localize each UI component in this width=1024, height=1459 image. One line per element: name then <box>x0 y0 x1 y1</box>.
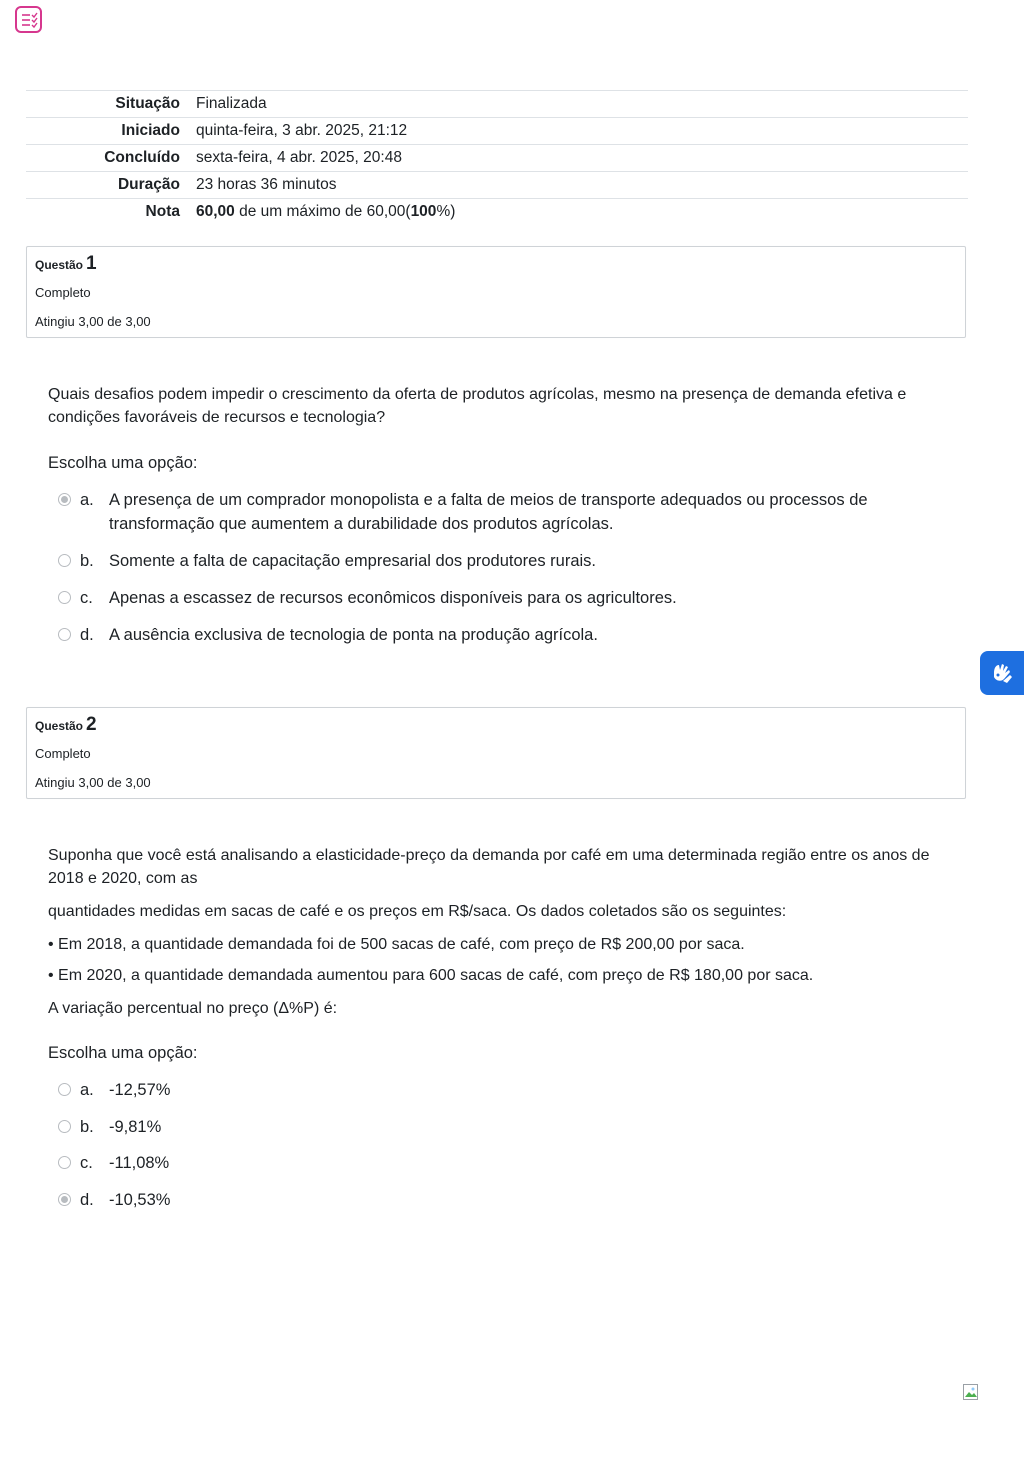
answer-text: -12,57% <box>109 1081 171 1099</box>
question-label: Questão <box>35 719 84 733</box>
question-1-text <box>48 383 953 429</box>
summary-row-started <box>26 118 968 145</box>
summary-label: Situação <box>115 95 180 112</box>
question-text-paragraph: quantidades medidas em sacas de café e os preços em R$/saca. Os dados coletados são os seguintes: <box>48 903 787 920</box>
grade-percent: 100 <box>410 203 437 220</box>
question-text-paragraph: • Em 2020, a quantidade demandada aumentou para 600 sacas de café, com preço de R$ 180,00 por saca. <box>48 967 814 984</box>
radio-button[interactable] <box>58 1083 71 1096</box>
answer-letter: d. <box>80 1191 94 1209</box>
answer-prompt: Escolha uma opção: <box>48 1044 198 1062</box>
answer-letter: c. <box>80 589 93 607</box>
broken-image-icon <box>963 1384 980 1401</box>
answer-prompt: Escolha uma opção: <box>48 454 198 472</box>
answer-text: Somente a falta de capacitação empresarial dos produtores rurais. <box>109 552 597 570</box>
summary-label: Nota <box>145 203 180 220</box>
summary-label: Duração <box>117 176 180 193</box>
answer-letter: d. <box>80 626 94 644</box>
summary-row-status <box>26 91 968 118</box>
grade-text: de um máximo de 60,00( <box>234 203 411 220</box>
radio-button[interactable] <box>58 628 71 641</box>
question-2-text <box>48 844 953 1020</box>
answer-text: -10,53% <box>109 1191 171 1209</box>
question-number <box>35 253 97 275</box>
summary-value: quinta-feira, 3 abr. 2025, 21:12 <box>196 122 408 139</box>
question-text-paragraph: Suponha que você está analisando a elasticidade-preço da demanda por café em uma determinada região entre os anos de 2018 e 2020, com as <box>48 847 930 887</box>
radio-button[interactable] <box>58 1120 71 1133</box>
question-grade: Atingiu 3,00 de 3,00 <box>35 775 151 790</box>
grade-suffix: %) <box>436 203 456 220</box>
quiz-summary-table <box>26 90 968 225</box>
summary-value: Finalizada <box>196 95 267 112</box>
summary-row-duration <box>26 172 968 199</box>
answer-option[interactable] <box>56 1115 936 1139</box>
summary-row-grade <box>26 199 968 226</box>
question-label: Questão <box>35 258 84 272</box>
radio-button[interactable] <box>58 493 71 506</box>
answer-option[interactable] <box>56 488 936 536</box>
answer-option[interactable] <box>56 1151 936 1175</box>
answer-option[interactable] <box>56 623 936 647</box>
answer-option[interactable] <box>56 1188 936 1212</box>
answer-letter: a. <box>80 491 94 509</box>
answer-option[interactable] <box>56 1078 936 1102</box>
summary-row-completed <box>26 145 968 172</box>
question-state: Completo <box>35 746 91 761</box>
summary-value: sexta-feira, 4 abr. 2025, 20:48 <box>196 149 402 166</box>
answer-letter: b. <box>80 552 94 570</box>
answer-text: -11,08% <box>109 1154 170 1172</box>
answer-letter: b. <box>80 1118 94 1136</box>
answer-option[interactable] <box>56 586 936 610</box>
answer-text: Apenas a escassez de recursos econômicos disponíveis para os agricultores. <box>109 589 677 607</box>
question-text-paragraph: Quais desafios podem impedir o crescimento da oferta de produtos agrícolas, mesmo na presença de demanda efetiva e condições favoráveis de recursos e tecnologia? <box>48 386 907 426</box>
question-state: Completo <box>35 285 91 300</box>
answer-option[interactable] <box>56 549 936 573</box>
answer-letter: a. <box>80 1081 94 1099</box>
radio-button[interactable] <box>58 591 71 604</box>
question-grade: Atingiu 3,00 de 3,00 <box>35 314 151 329</box>
radio-button[interactable] <box>58 1156 71 1169</box>
question-text-paragraph: A variação percentual no preço (Δ%P) é: <box>48 1000 338 1017</box>
summary-label: Concluído <box>104 149 180 166</box>
summary-value <box>196 199 968 226</box>
question-text-paragraph: • Em 2018, a quantidade demandada foi de 500 sacas de café, com preço de R$ 200,00 por saca. <box>48 936 745 953</box>
question-number-value: 1 <box>86 253 97 274</box>
vlibras-button[interactable] <box>980 651 1024 695</box>
radio-button[interactable] <box>58 554 71 567</box>
quiz-review-icon <box>15 6 42 33</box>
answer-text: -9,81% <box>109 1118 162 1136</box>
question-2-info <box>26 707 966 799</box>
grade-score: 60,00 <box>196 203 235 220</box>
radio-button[interactable] <box>58 1193 71 1206</box>
summary-value: 23 horas 36 minutos <box>196 176 337 193</box>
question-number <box>35 714 97 736</box>
summary-label: Iniciado <box>121 122 180 139</box>
answer-text: A ausência exclusiva de tecnologia de ponta na produção agrícola. <box>109 626 598 644</box>
answer-text: A presença de um comprador monopolista e a falta de meios de transporte adequados ou processos de transformação que aumentem a durabilidade dos produtos agrícolas. <box>109 491 868 533</box>
question-number-value: 2 <box>86 714 97 735</box>
answer-letter: c. <box>80 1154 93 1172</box>
question-1-info <box>26 246 966 338</box>
